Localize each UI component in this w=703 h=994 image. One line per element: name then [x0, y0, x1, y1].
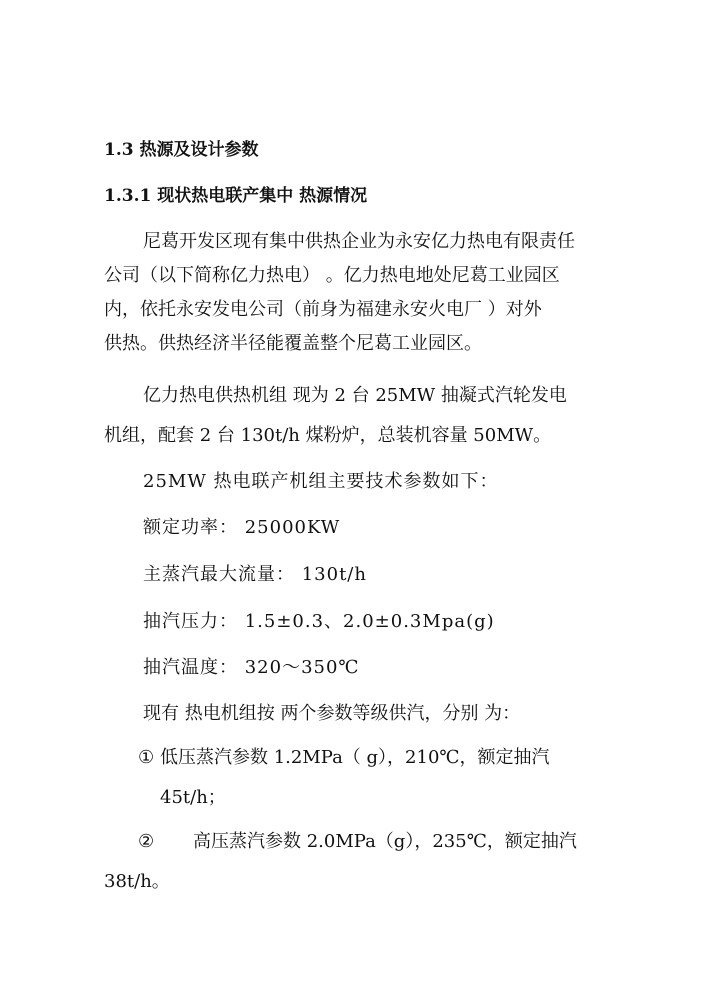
paragraph-line: 亿力热电供热机组 现为 2 台 25MW 抽凝式汽轮发电 [143, 385, 567, 406]
paragraph-line: 尼葛开发区现有集中供热企业为永安亿力热电有限责任 [143, 231, 575, 252]
paragraph-line: 内，依托永安发电公司（前身为福建永安火电厂 ）对外 [104, 299, 542, 320]
paragraph-line: 公司（以下简称亿力热电） 。亿力热电地处尼葛工业园区 [104, 265, 560, 286]
item-marker: ① [138, 747, 155, 768]
paragraph-line: 机组，配套 2 台 130t/h 煤粉炉，总装机容量 50MW。 [104, 425, 552, 446]
supply-intro: 现有 热电机组按 两个参数等级供汽，分别 为： [143, 703, 521, 724]
param-extraction-pressure: 抽汽压力： 1.5±0.3、2.0±0.3Mpa(g) [143, 611, 495, 632]
item-line: 45t/h； [160, 787, 226, 808]
paragraph-line: 供热。供热经济半径能覆盖整个尼葛工业园区。 [104, 333, 482, 354]
item-line: 38t/h。 [104, 871, 170, 892]
section-heading: 1.3 热源及设计参数 [104, 140, 259, 160]
item-marker: ② [138, 831, 155, 852]
item-line: 低压蒸汽参数 1.2MPa（ g），210℃，额定抽汽 [160, 747, 550, 768]
subsection-heading: 1.3.1 现状热电联产集中 热源情况 [104, 186, 368, 206]
params-intro: 25MW 热电联产机组主要技术参数如下： [143, 471, 499, 492]
param-extraction-temperature: 抽汽温度： 320～350℃ [143, 657, 360, 678]
param-rated-power: 额定功率： 25000KW [143, 517, 341, 538]
item-line: 高压蒸汽参数 2.0MPa（g），235℃，额定抽汽 [193, 831, 577, 852]
param-main-steam-flow: 主蒸汽最大流量： 130t/h [143, 564, 367, 585]
